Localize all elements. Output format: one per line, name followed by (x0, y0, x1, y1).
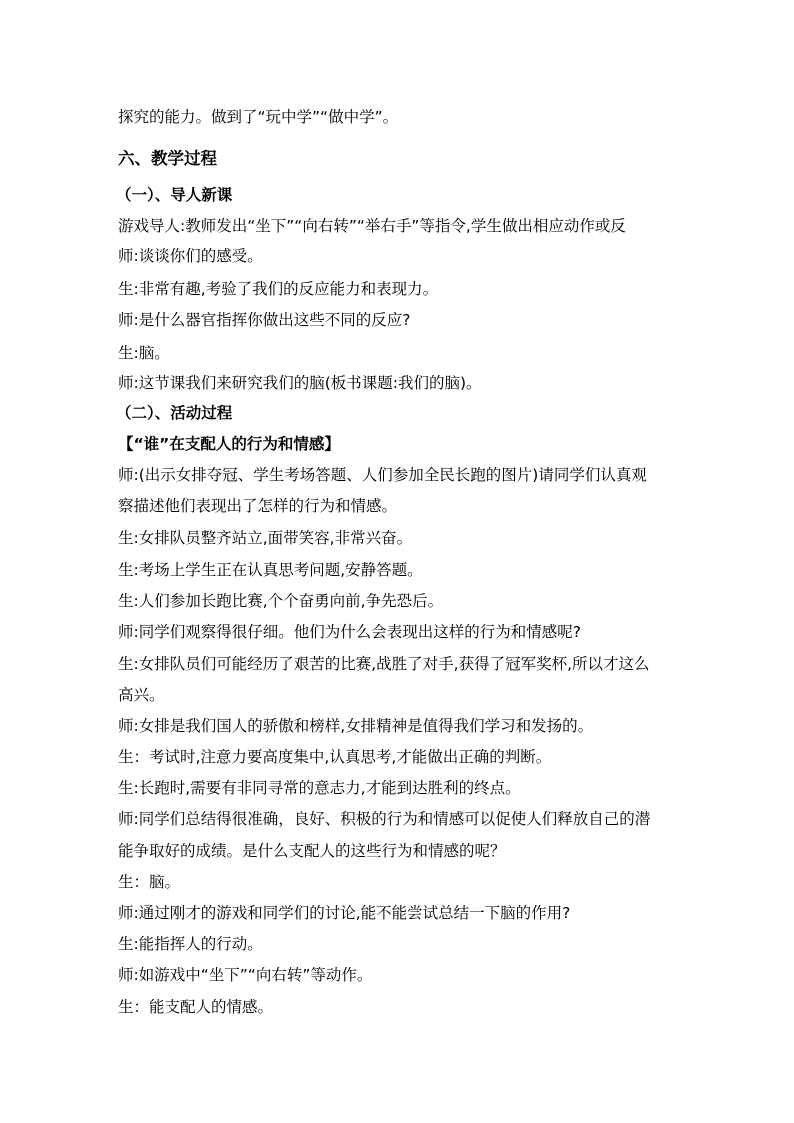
paragraph-line: 生:非常有趣,考验了我们的反应能力和表现力。 (118, 280, 439, 298)
paragraph-line: 能争取好的成绩。是什么支配人的这些行为和情感的呢？ (118, 842, 506, 860)
subsection-heading: （二）、活动过程 (116, 404, 233, 422)
paragraph-line: 师:是什么器官指挥你做出这些不同的反应? (118, 311, 411, 329)
paragraph-line: 师:同学们总结得很准确，良好、积极的行为和情感可以促使人们释放自己的潜 (118, 810, 651, 828)
paragraph-line: 生：考试时,注意力要高度集中,认真思考,才能做出正确的判断。 (118, 748, 552, 766)
paragraph-line: 生：脑。 (118, 873, 181, 891)
section-heading: 六、教学过程 (118, 149, 217, 168)
paragraph-line: 生:女排队员整齐站立,面带笑容,非常兴奋。 (118, 529, 413, 547)
paragraph-line: 生:长跑时,需要有非同寻常的意志力,才能到达胜利的终点。 (118, 779, 521, 797)
paragraph-line: 生:考场上学生正在认真思考问题,安静答题。 (118, 561, 423, 579)
paragraph-line: 师:通过刚才的游戏和同学们的讨论,能不能尝试总结一下脑的作用? (118, 904, 571, 922)
paragraph-line: 师:如游戏中“坐下”“向右转”等动作。 (118, 966, 373, 984)
paragraph-line: 生:脑。 (118, 344, 170, 362)
paragraph-line: 生:人们参加长跑比赛,个个奋勇向前,争先恐后。 (118, 592, 444, 610)
paragraph-line: 高兴。 (118, 686, 165, 704)
paragraph-line: 师:女排是我们国人的骄傲和榜样,女排精神是值得我们学习和发扬的。 (118, 717, 594, 735)
subsection-heading: （一）、导人新课 (116, 186, 233, 204)
paragraph-line: 生:能指挥人的行动。 (118, 935, 263, 953)
paragraph-line: 生：能支配人的情感。 (118, 998, 274, 1016)
paragraph-line: 师:同学们观察得很仔细。他们为什么会表现出这样的行为和情感呢? (118, 623, 581, 641)
paragraph-line: 游戏导人:教师发出“坐下”“向右转”“举右手”等指令,学生做出相应动作或反 (118, 217, 626, 235)
paragraph-line: 探究的能力。做到了“玩中学”“做中学”。 (118, 108, 399, 126)
paragraph-line: 师:这节课我们来研究我们的脑(板书课题:我们的脑)。 (118, 374, 482, 392)
paragraph-line: 生:女排队员们可能经历了艰苦的比赛,战胜了对手,获得了冠军奖杯,所以才这么 (118, 655, 650, 673)
paragraph-line: 察描述他们表现出了怎样的行为和情感。 (118, 497, 398, 515)
topic-heading: 【“谁”在支配人的行为和情感】 (118, 435, 340, 453)
paragraph-line: 师:(出示女排夺冠、学生考场答题、人们参加全民长跑的图片)请同学们认真观 (118, 466, 647, 484)
paragraph-line: 师:谈谈你们的感受。 (118, 247, 263, 265)
